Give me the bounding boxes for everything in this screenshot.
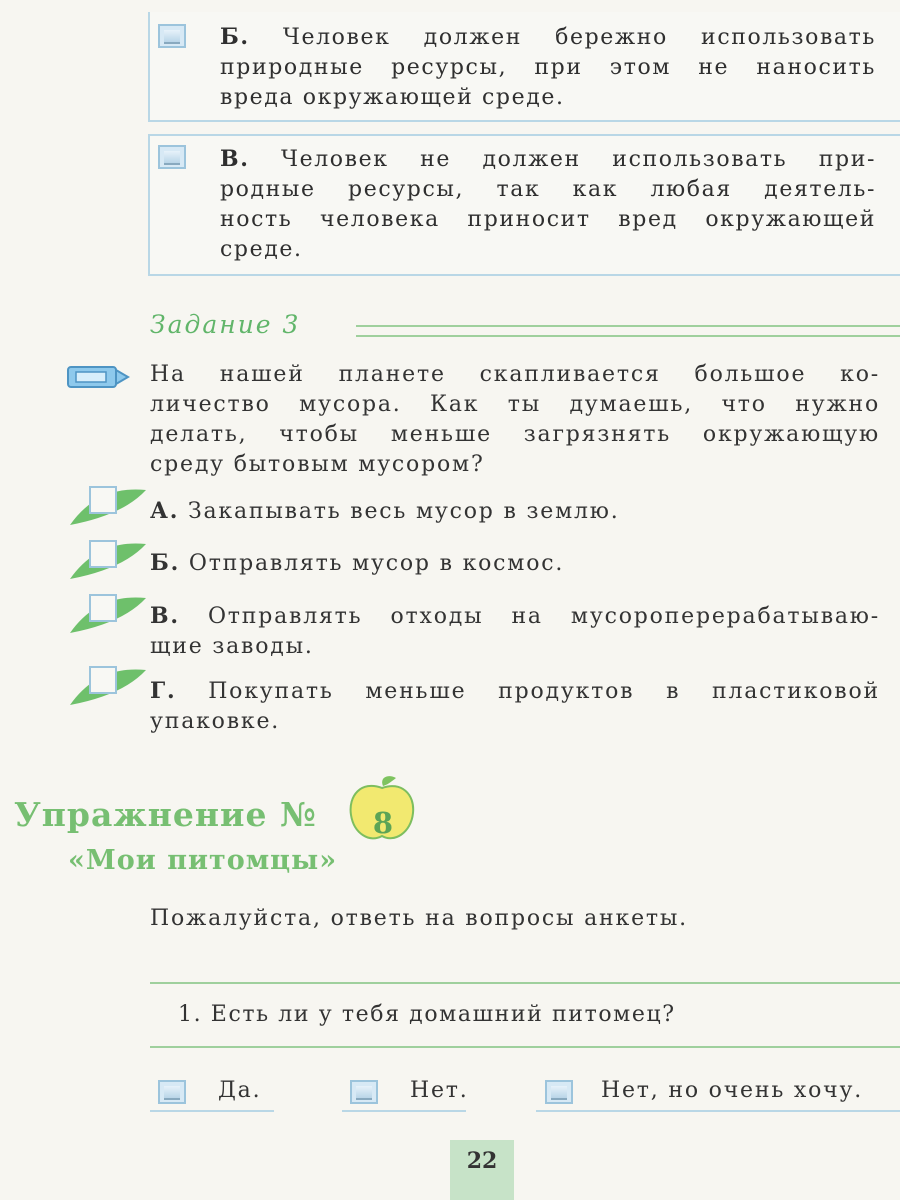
answer-g [150,676,880,737]
exercise-intro: Пожалуйста, ответь на вопросы анкеты. [150,906,688,931]
answer-g-checkbox-icon[interactable] [68,660,148,712]
marker-pen-icon [66,364,132,390]
option-v-line-3: ность человека приносит вред окружающей [220,207,876,232]
question-line-3: делать, чтобы меньше загрязнять окружающую [150,422,880,447]
answer-b-line-1: Б. Отправлять мусор в космос. [150,550,565,576]
option-b-line-2: природные ресурсы, при этом не наносить [220,55,876,80]
option-b-line-1: Б. Человек должен бережно использовать [220,24,877,50]
option-b-line-3: вреда окружающей среде. [220,85,565,110]
question-band-top-rule [150,982,900,989]
question-line-1: На нашей планете скапливается большое ко- [150,362,880,387]
choice-want-label: Нет, но очень хочу. [601,1078,864,1103]
page-number: 22 [450,1140,514,1200]
task-3-rule [356,325,900,337]
option-v-line-4: среде. [220,237,303,262]
answer-a [150,496,880,527]
option-b-text [220,22,876,113]
choice-want-checkbox[interactable] [545,1080,573,1104]
answer-v-checkbox-icon[interactable] [68,588,148,640]
answer-g-line-1: Г. Покупать меньше продуктов в пластиковой [150,678,881,704]
answer-v [150,601,880,662]
answer-v-line-2: щие заводы. [150,634,314,659]
option-v-line-1: В. Человек не должен использовать при- [220,146,876,172]
choice-want-underline [536,1110,900,1112]
choice-no-label: Нет. [410,1078,469,1103]
option-v-text [220,144,876,265]
question-1-text: 1. Есть ли у тебя домашний питомец? [178,1002,676,1027]
exercise-number: 8 [372,806,394,840]
task-3-title: Задание 3 [150,310,301,339]
task-3-question [150,360,880,480]
answer-g-line-2: упаковке. [150,709,281,734]
option-b-checkbox[interactable] [158,24,186,48]
question-line-4: среду бытовым мусором? [150,452,485,477]
choice-no-checkbox[interactable] [350,1080,378,1104]
choice-yes-checkbox[interactable] [158,1080,186,1104]
answer-a-line-1: А. Закапывать весь мусор в землю. [150,498,620,524]
answer-v-line-1: В. Отправлять отходы на мусороперерабатываю- [150,603,880,629]
choice-yes-label: Да. [218,1078,262,1103]
option-v-line-2: родные ресурсы, так как любая деятель- [220,177,876,202]
answer-a-checkbox-icon[interactable] [68,480,148,532]
answer-b-checkbox-icon[interactable] [68,534,148,586]
exercise-subtitle: «Мои питомцы» [68,845,338,876]
answer-b [150,548,880,579]
option-v-checkbox[interactable] [158,145,186,169]
question-line-2: личество мусора. Как ты думаешь, что нужно [150,392,880,417]
question-band-bottom-rule [150,1046,900,1053]
choice-no-underline [342,1110,466,1112]
exercise-title: Упражнение № [14,795,317,834]
choice-yes-underline [150,1110,274,1112]
